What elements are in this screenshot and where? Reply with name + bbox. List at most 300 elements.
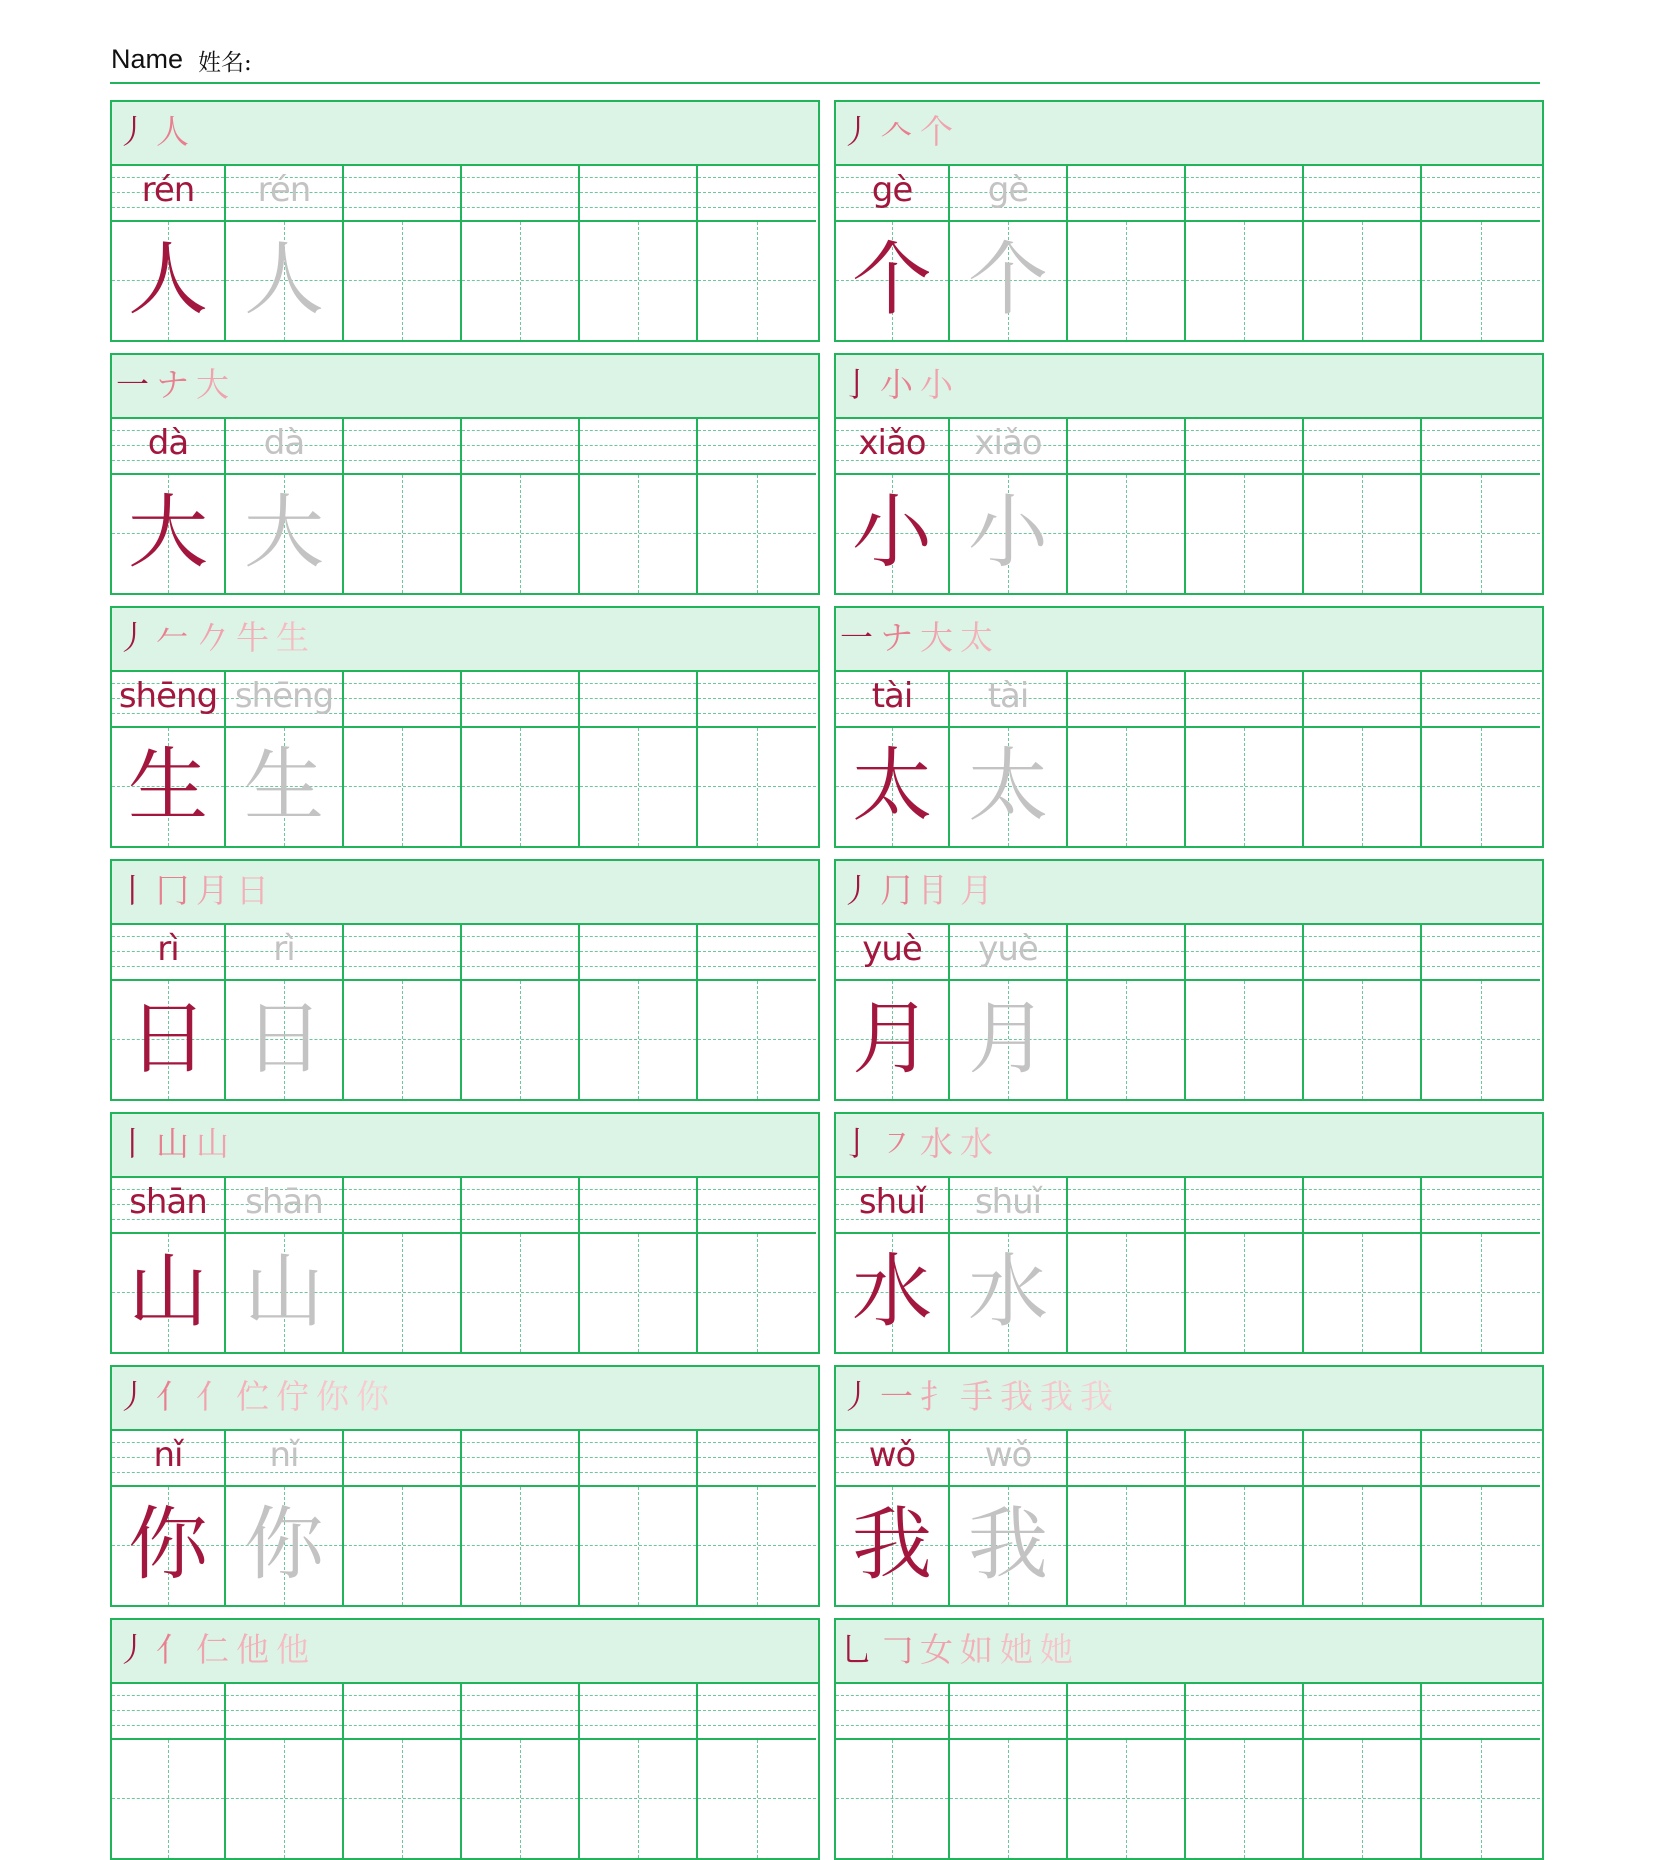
pinyin-guide-line [1186,936,1302,937]
pinyin-cell[interactable] [1068,417,1186,475]
character-cell[interactable] [1422,1740,1540,1858]
tian-grid-vertical [1481,728,1482,846]
character-cell [836,728,950,846]
pinyin-cell[interactable] [698,417,816,475]
pinyin-cell[interactable] [1304,1429,1422,1487]
pinyin-guide-line [1304,192,1420,193]
character-cell[interactable] [344,475,462,593]
stroke-step: 一 [880,1377,913,1416]
character-trace: 生 [244,739,324,832]
character-cell[interactable] [698,222,816,340]
pinyin-cell[interactable] [1068,923,1186,981]
character-cell[interactable] [580,1487,698,1605]
character-cell[interactable] [580,475,698,593]
pinyin-guide-line [1422,698,1540,699]
pinyin-cell[interactable] [1068,1682,1186,1740]
pinyin-guide-line [1068,445,1184,446]
pinyin-guide-line [698,445,816,446]
character-cell[interactable] [1068,1740,1186,1858]
pinyin-cell [226,1429,344,1487]
stroke-step: 亻 [196,1377,229,1416]
character-block [834,606,1544,848]
tian-grid-vertical [638,981,639,1099]
pinyin-guide-line [344,177,460,178]
character-cell[interactable] [698,1487,816,1605]
character-trace: 我 [968,1498,1048,1591]
pinyin-model: tài [871,676,913,716]
pinyin-model: yuè [862,929,922,969]
pinyin-cell[interactable] [580,670,698,728]
pinyin-cell [112,1176,226,1234]
character-cell[interactable] [1186,981,1304,1099]
character-cell [836,475,950,593]
character-cell[interactable] [580,981,698,1099]
pinyin-guide-line [1186,1219,1302,1220]
pinyin-cell[interactable] [1422,670,1540,728]
pinyin-guide-line [1068,1695,1184,1696]
pinyin-guide-line [1068,713,1184,714]
pinyin-cell[interactable] [344,670,462,728]
tian-grid-vertical [757,1487,758,1605]
character-cell [836,222,950,340]
pinyin-guide-line [1304,430,1420,431]
pinyin-guide-line [344,936,460,937]
pinyin-cell[interactable] [580,923,698,981]
character-block [110,606,820,848]
stroke-step: 他 [236,1630,269,1669]
pinyin-cell[interactable] [462,1682,580,1740]
character-cell[interactable] [698,475,816,593]
pinyin-guide-line [580,445,696,446]
pinyin-cell[interactable] [462,923,580,981]
character-cell[interactable] [1304,222,1422,340]
pinyin-cell[interactable] [1186,1682,1304,1740]
character-cell[interactable] [1186,1234,1304,1352]
character-cell[interactable] [1186,475,1304,593]
pinyin-guide-line [698,1695,816,1696]
character-block [110,100,820,342]
pinyin-cell[interactable] [462,670,580,728]
pinyin-cell[interactable] [580,164,698,222]
name-label-chinese: 姓名: [198,50,252,76]
pinyin-model: rì [157,929,179,969]
pinyin-trace: shān [245,1182,323,1222]
pinyin-guide-line [1068,1204,1184,1205]
character-model: 你 [128,1498,208,1591]
pinyin-cell[interactable] [344,1176,462,1234]
pinyin-guide-line [462,1442,578,1443]
pinyin-guide-line [344,192,460,193]
pinyin-guide-line [344,1472,460,1473]
pinyin-cell[interactable] [1186,417,1304,475]
stroke-order-strip [836,1114,1542,1178]
stroke-order-strip [836,1620,1542,1684]
stroke-step: 𠃌 [880,1630,913,1669]
character-cell[interactable] [580,1234,698,1352]
character-cell[interactable] [344,1487,462,1605]
pinyin-guide-line [462,1725,578,1726]
character-cell[interactable] [462,1487,580,1605]
character-cell[interactable] [1304,475,1422,593]
pinyin-guide-line [462,1710,578,1711]
pinyin-cell[interactable] [1186,923,1304,981]
pinyin-guide-line [1304,177,1420,178]
pinyin-cell[interactable] [1186,1429,1304,1487]
pinyin-cell [836,670,950,728]
pinyin-cell[interactable] [344,417,462,475]
character-block [110,1365,820,1607]
pinyin-cell[interactable] [1304,417,1422,475]
character-block [110,1618,820,1860]
pinyin-guide-line [1304,1472,1420,1473]
character-cell[interactable] [1068,475,1186,593]
pinyin-guide-line [1422,1725,1540,1726]
pinyin-cell [836,1682,950,1740]
pinyin-cell[interactable] [462,1176,580,1234]
character-cell[interactable] [462,981,580,1099]
tian-grid-vertical [1126,475,1127,593]
pinyin-cell[interactable] [1304,1176,1422,1234]
pinyin-cell[interactable] [344,923,462,981]
pinyin-guide-line [1304,460,1420,461]
character-cell[interactable] [1068,1487,1186,1605]
stroke-step: 他 [276,1630,309,1669]
tian-grid-vertical [402,1234,403,1352]
character-cell[interactable] [1422,1487,1540,1605]
pinyin-cell[interactable] [698,1429,816,1487]
character-cell[interactable] [580,728,698,846]
tian-grid-vertical [520,1487,521,1605]
character-cell[interactable] [1068,981,1186,1099]
pinyin-guide-line [1068,460,1184,461]
pinyin-cell [112,1429,226,1487]
pinyin-guide-line [698,1457,816,1458]
tian-grid-vertical [757,222,758,340]
tian-grid-vertical [1481,1234,1482,1352]
pinyin-guide-line [226,1710,342,1711]
character-cell[interactable] [1304,1234,1422,1352]
pinyin-model: shān [129,1182,207,1222]
pinyin-cell[interactable] [1422,1429,1540,1487]
character-cell[interactable] [1422,981,1540,1099]
pinyin-guide-line [950,1695,1066,1696]
character-cell[interactable] [1304,1487,1422,1605]
pinyin-guide-line [344,698,460,699]
stroke-step: 丿 [840,112,873,151]
character-cell [226,1487,344,1605]
character-cell[interactable] [698,981,816,1099]
tian-grid-vertical [1244,222,1245,340]
character-trace: 大 [244,486,324,579]
pinyin-guide-line [580,460,696,461]
pinyin-guide-line [1068,1219,1184,1220]
pinyin-cell[interactable] [698,670,816,728]
character-cell[interactable] [1304,1740,1422,1858]
tian-grid-vertical [1126,1487,1127,1605]
pinyin-cell[interactable] [1186,1176,1304,1234]
pinyin-guide-line [1068,698,1184,699]
character-cell [836,1487,950,1605]
pinyin-cell[interactable] [344,1682,462,1740]
pinyin-cell[interactable] [1068,1176,1186,1234]
tian-grid-vertical [1362,1234,1363,1352]
character-cell[interactable] [1068,728,1186,846]
pinyin-model: nǐ [153,1435,183,1475]
pinyin-guide-line [1186,683,1302,684]
pinyin-guide-line [698,430,816,431]
character-cell[interactable] [698,1234,816,1352]
pinyin-cell[interactable] [1304,670,1422,728]
character-cell[interactable] [1186,1487,1304,1605]
pinyin-guide-line [1186,1725,1302,1726]
pinyin-guide-line [344,1710,460,1711]
stroke-step: 生 [276,618,309,657]
character-cell[interactable] [344,728,462,846]
character-cell [950,728,1068,846]
character-model: 日 [128,992,208,1085]
pinyin-cell[interactable] [1186,164,1304,222]
pinyin-guide-line [580,430,696,431]
character-cell[interactable] [462,1234,580,1352]
pinyin-guide-line [580,951,696,952]
character-cell[interactable] [1186,222,1304,340]
stroke-step: 月 [196,871,229,910]
stroke-step: ⺆ [880,871,913,910]
pinyin-cell [112,164,226,222]
pinyin-cell[interactable] [1304,1682,1422,1740]
character-cell [950,1234,1068,1352]
character-cell[interactable] [462,1740,580,1858]
pinyin-cell [226,1176,344,1234]
pinyin-cell [112,1682,226,1740]
stroke-order-strip [112,102,818,166]
pinyin-trace: gè [987,170,1029,210]
pinyin-cell[interactable] [1068,1429,1186,1487]
character-cell[interactable] [344,1234,462,1352]
character-cell[interactable] [1422,728,1540,846]
pinyin-guide-line [580,1189,696,1190]
pinyin-cell[interactable] [698,1176,816,1234]
character-cell[interactable] [1186,1740,1304,1858]
character-cell [112,1740,226,1858]
character-block [834,859,1544,1101]
stroke-step: 扌 [920,1377,953,1416]
pinyin-guide-line [1304,698,1420,699]
pinyin-cell[interactable] [1304,923,1422,981]
pinyin-guide-line [1422,683,1540,684]
tian-grid-vertical [402,1740,403,1858]
stroke-step: ⺝ [920,871,953,910]
tian-grid-vertical [1244,1487,1245,1605]
character-model: 个 [852,233,932,326]
tian-grid-vertical [1362,981,1363,1099]
pinyin-guide-line [698,683,816,684]
tian-grid-vertical [520,728,521,846]
pinyin-guide-line [1304,1695,1420,1696]
pinyin-model: xiǎo [858,423,926,463]
character-cell[interactable] [344,981,462,1099]
pinyin-cell[interactable] [580,1176,698,1234]
pinyin-guide-line [1422,966,1540,967]
character-cell [112,1234,226,1352]
stroke-step: 人 [156,112,189,151]
pinyin-guide-line [698,207,816,208]
character-cell[interactable] [1304,728,1422,846]
pinyin-guide-line [462,713,578,714]
character-cell[interactable] [698,728,816,846]
pinyin-trace: rì [273,929,295,969]
pinyin-cell[interactable] [462,164,580,222]
pinyin-cell[interactable] [462,1429,580,1487]
character-trace: 太 [968,739,1048,832]
pinyin-cell[interactable] [580,1429,698,1487]
pinyin-guide-line [1422,1457,1540,1458]
character-cell[interactable] [344,222,462,340]
character-cell[interactable] [580,222,698,340]
pinyin-cell[interactable] [698,923,816,981]
pinyin-cell[interactable] [698,164,816,222]
pinyin-guide-line [1304,1204,1420,1205]
stroke-step: 亅 [840,1124,873,1163]
pinyin-cell [950,1682,1068,1740]
pinyin-guide-line [1304,951,1420,952]
stroke-step: 水 [960,1124,993,1163]
pinyin-guide-line [226,1725,342,1726]
pinyin-cell[interactable] [1422,417,1540,475]
pinyin-cell [226,670,344,728]
pinyin-guide-line [698,177,816,178]
pinyin-cell[interactable] [698,1682,816,1740]
pinyin-guide-line [1186,430,1302,431]
character-cell[interactable] [344,1740,462,1858]
tian-grid-vertical [520,222,521,340]
pinyin-cell [950,1176,1068,1234]
pinyin-guide-line [1422,430,1540,431]
pinyin-cell[interactable] [1186,670,1304,728]
pinyin-cell[interactable] [1068,670,1186,728]
pinyin-guide-line [1422,1219,1540,1220]
character-cell [836,1234,950,1352]
character-cell [112,222,226,340]
pinyin-guide-line [226,1695,342,1696]
tian-grid-vertical [1126,1740,1127,1858]
character-cell[interactable] [1422,1234,1540,1352]
pinyin-guide-line [698,1725,816,1726]
pinyin-cell[interactable] [1422,923,1540,981]
pinyin-guide-line [112,1725,224,1726]
pinyin-cell[interactable] [580,417,698,475]
character-block [834,1112,1544,1354]
pinyin-guide-line [580,936,696,937]
name-line[interactable] [110,40,1540,84]
stroke-step: 小 [880,365,913,404]
pinyin-guide-line [580,1695,696,1696]
character-cell [950,1487,1068,1605]
stroke-step: 水 [920,1124,953,1163]
pinyin-guide-line [344,1189,460,1190]
pinyin-cell[interactable] [1422,1682,1540,1740]
character-cell[interactable] [1068,222,1186,340]
pinyin-cell[interactable] [580,1682,698,1740]
pinyin-guide-line [1068,1725,1184,1726]
stroke-step: 日 [236,871,269,910]
stroke-step: 个 [920,112,953,151]
pinyin-cell[interactable] [1422,1176,1540,1234]
stroke-step: 亻 [156,1377,189,1416]
pinyin-guide-line [462,683,578,684]
pinyin-trace: rén [257,170,311,210]
stroke-step: 一 [840,618,873,657]
pinyin-guide-line [1068,1710,1184,1711]
pinyin-guide-line [1068,1457,1184,1458]
pinyin-guide-line [1186,698,1302,699]
character-model: 月 [852,992,932,1085]
pinyin-guide-line [1068,951,1184,952]
pinyin-guide-line [580,192,696,193]
pinyin-guide-line [698,1204,816,1205]
pinyin-guide-line [1304,445,1420,446]
pinyin-guide-line [1068,192,1184,193]
tian-grid-vertical [520,1740,521,1858]
pinyin-trace: yuè [978,929,1038,969]
pinyin-guide-line [1186,207,1302,208]
pinyin-guide-line [1304,1710,1420,1711]
pinyin-guide-line [1422,1204,1540,1205]
tian-grid-vertical [757,1740,758,1858]
character-cell[interactable] [462,222,580,340]
character-cell[interactable] [1186,728,1304,846]
character-cell[interactable] [462,728,580,846]
character-cell[interactable] [462,475,580,593]
pinyin-guide-line [1422,1442,1540,1443]
pinyin-cell[interactable] [1422,164,1540,222]
pinyin-cell[interactable] [462,417,580,475]
stroke-step: 我 [1080,1377,1113,1416]
pinyin-guide-line [1186,1695,1302,1696]
pinyin-cell[interactable] [344,1429,462,1487]
pinyin-cell[interactable] [1304,164,1422,222]
tian-grid-vertical [1244,981,1245,1099]
character-trace: 日 [244,992,324,1085]
character-cell[interactable] [1304,981,1422,1099]
character-cell[interactable] [698,1740,816,1858]
pinyin-cell [836,417,950,475]
pinyin-guide-line [462,1219,578,1220]
pinyin-cell[interactable] [344,164,462,222]
stroke-order-strip [836,608,1542,672]
stroke-step: 太 [960,618,993,657]
pinyin-cell[interactable] [1068,164,1186,222]
pinyin-guide-line [836,1710,948,1711]
pinyin-guide-line [698,936,816,937]
character-cell[interactable] [1068,1234,1186,1352]
pinyin-guide-line [344,460,460,461]
pinyin-guide-line [698,951,816,952]
stroke-order-strip [112,1367,818,1431]
tian-grid-vertical [638,475,639,593]
pinyin-guide-line [1068,1472,1184,1473]
pinyin-guide-line [580,177,696,178]
character-cell[interactable] [580,1740,698,1858]
pinyin-trace: shēng [234,676,334,716]
character-cell[interactable] [1422,475,1540,593]
tian-grid-vertical [1126,222,1127,340]
pinyin-guide-line [1422,1695,1540,1696]
stroke-step: 仁 [196,1630,229,1669]
character-block [110,859,820,1101]
character-cell[interactable] [1422,222,1540,340]
pinyin-model: shuǐ [858,1182,926,1222]
